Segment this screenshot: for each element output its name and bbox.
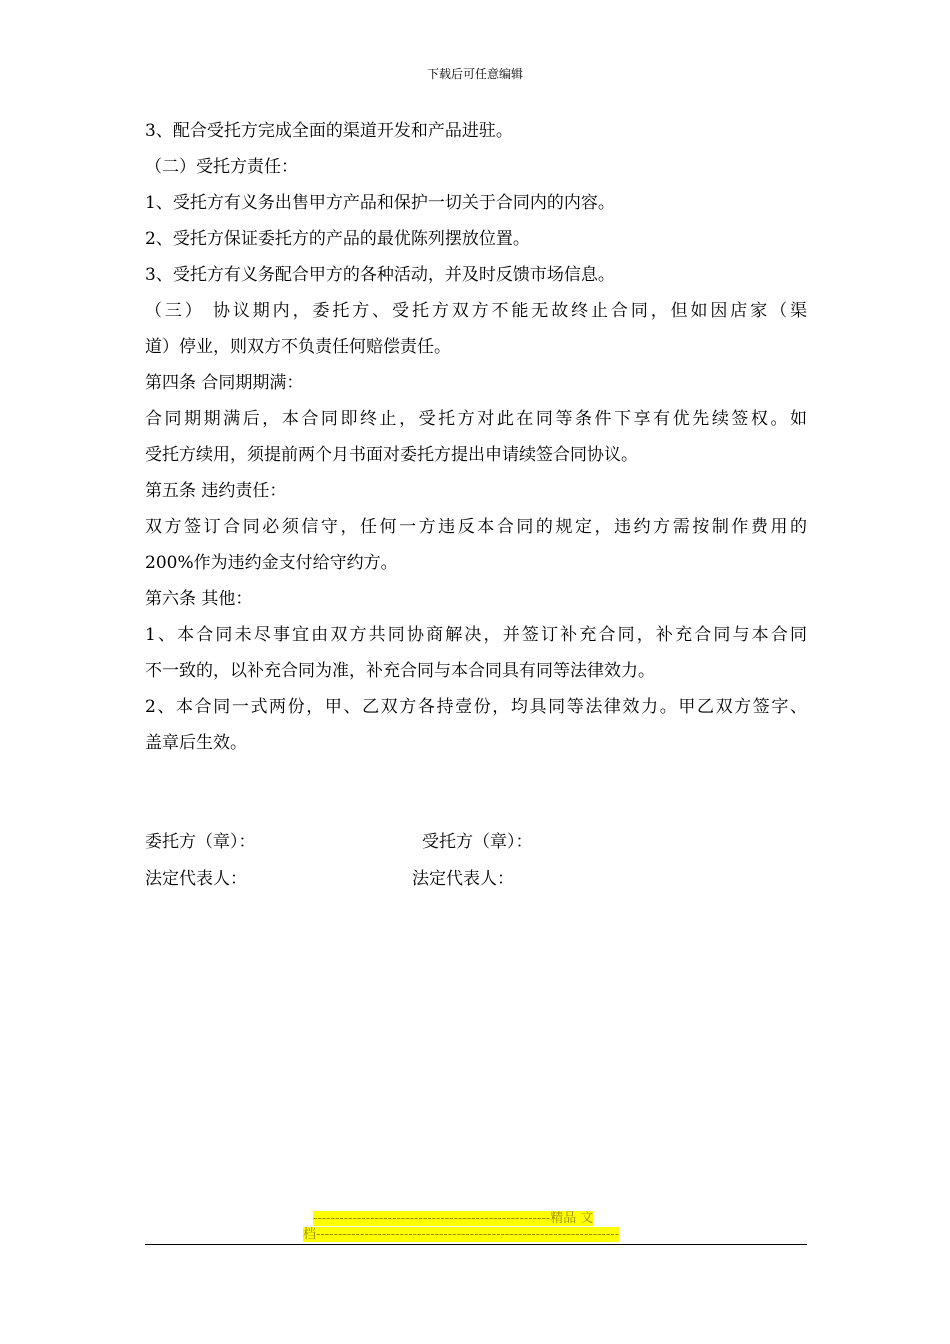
- paragraph: 合同期期满后，本合同即终止，受托方对此在同等条件下享有优先续签权。如: [145, 409, 807, 429]
- footer-text-2: 档---------------------------------------------------------------------: [303, 1227, 620, 1242]
- paragraph: 1、本合同未尽事宜由双方共同协商解决，并签订补充合同，补充合同与本合同: [145, 625, 807, 645]
- party-a-seal-label: 委托方（章）：: [145, 832, 256, 852]
- party-a-rep-label: 法定代表人：: [145, 869, 247, 889]
- article-heading: 第五条 违约责任：: [145, 481, 287, 501]
- paragraph: 2、受托方保证委托方的产品的最优陈列摆放位置。: [145, 229, 530, 249]
- paragraph: 2、本合同一式两份，甲、乙双方各持壹份，均具同等法律效力。甲乙双方签字、: [145, 697, 807, 717]
- paragraph: 道）停业，则双方不负责任何赔偿责任。: [145, 337, 451, 357]
- paragraph: 1、受托方有义务出售甲方产品和保护一切关于合同内的内容。: [145, 193, 615, 213]
- paragraph: 200%作为违约金支付给守约方。: [145, 553, 398, 573]
- paragraph: 盖章后生效。: [145, 733, 247, 753]
- footer-watermark-line1: [313, 1211, 638, 1227]
- contract-body: [145, 113, 807, 761]
- party-b-seal-label: 受托方（章）：: [422, 832, 533, 852]
- paragraph: 3、配合受托方完成全面的渠道开发和产品进驻。: [145, 121, 513, 141]
- article-heading: 第六条 其他：: [145, 589, 253, 609]
- paragraph: 受托方续用，须提前两个月书面对委托方提出申请续签合同协议。: [145, 445, 638, 465]
- paragraph: 3、受托方有义务配合甲方的各种活动，并及时反馈市场信息。: [145, 265, 615, 285]
- footer-divider: [145, 1244, 807, 1245]
- page-header: 下载后可任意编辑: [426, 67, 523, 81]
- paragraph: （三） 协议期内，委托方、受托方双方不能无故终止合同，但如因店家（渠: [145, 301, 807, 321]
- party-b-rep-label: 法定代表人：: [412, 869, 514, 889]
- paragraph: 不一致的，以补充合同为准，补充合同与本合同具有同等法律效力。: [145, 661, 655, 681]
- footer-text-1: ------------------------------------------------------精品 文: [313, 1211, 594, 1226]
- article-heading: 第四条 合同期期满：: [145, 373, 304, 393]
- paragraph: 双方签订合同必须信守，任何一方违反本合同的规定，违约方需按制作费用的: [145, 517, 807, 537]
- section-heading: （二）受托方责任：: [145, 157, 298, 177]
- footer-watermark-line2: [303, 1227, 648, 1243]
